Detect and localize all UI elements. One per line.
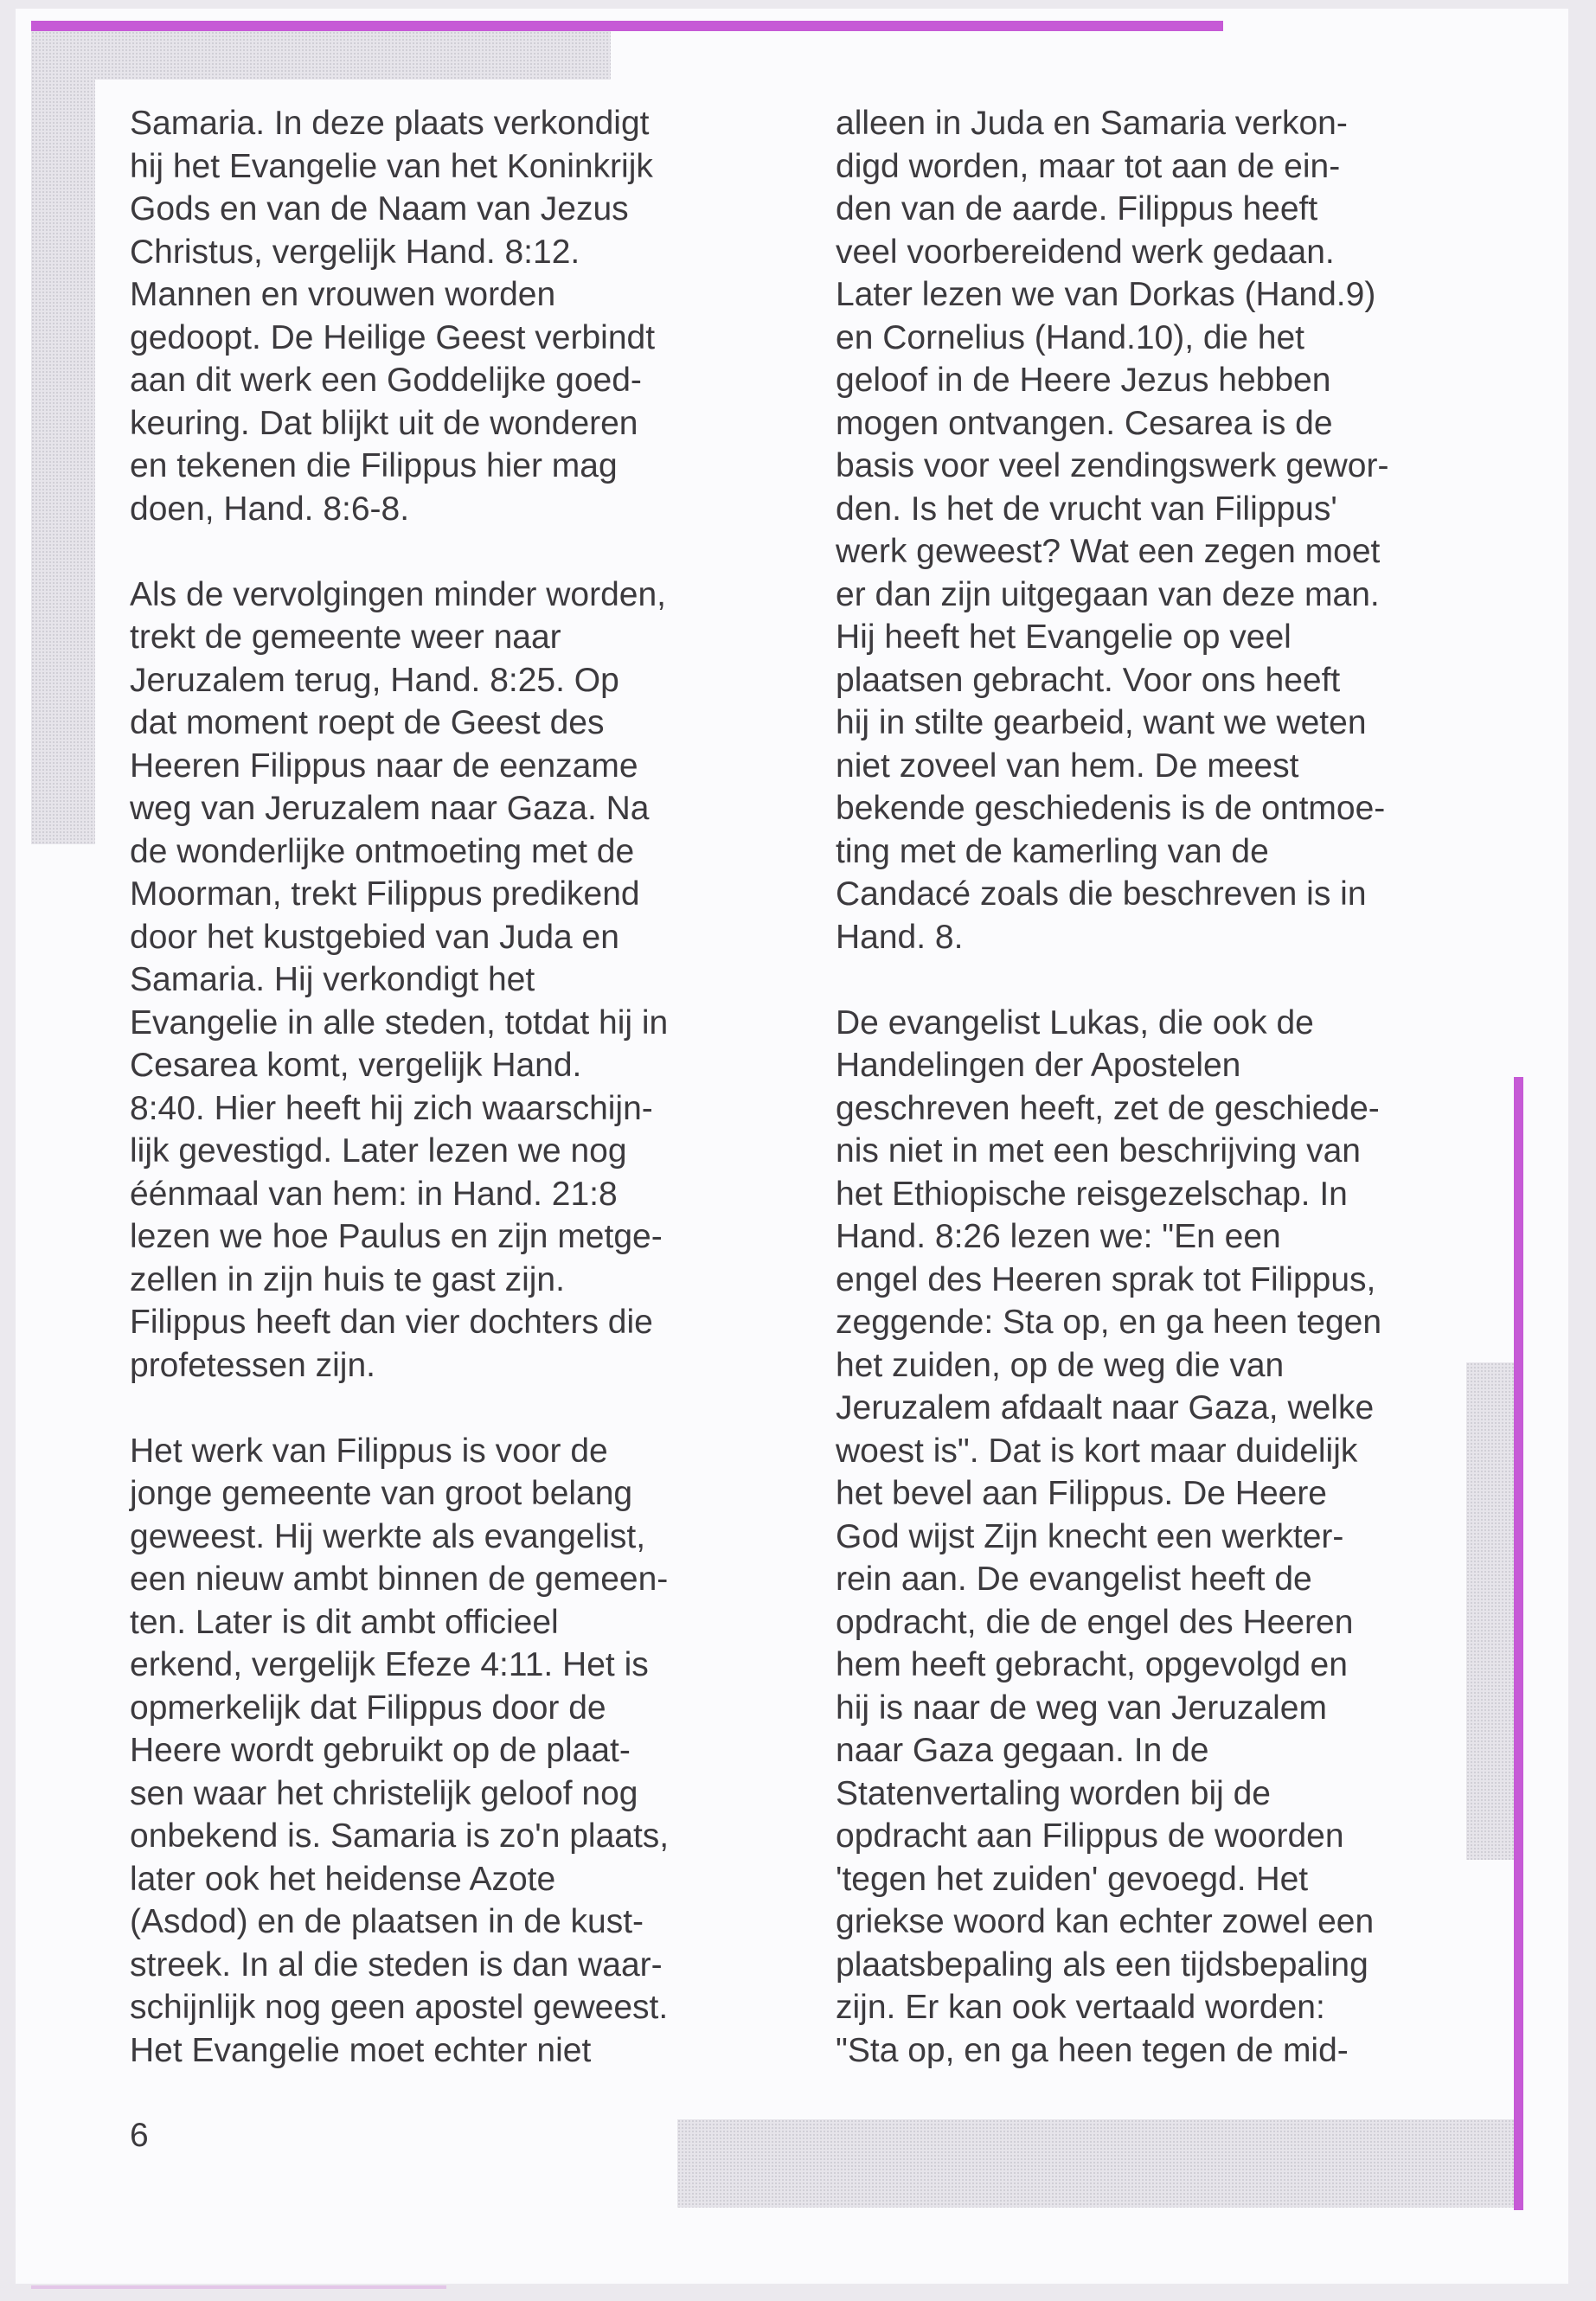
decorative-screen-top bbox=[31, 31, 611, 80]
bottom-faint-rule bbox=[31, 2285, 446, 2289]
paragraph: Als de vervolgingen minder worden, trekt de gemeente weer naar Jeruzalem terug, Hand. 8:25. Op dat moment roept de Geest des Heeren Filippus naar de eenzame weg van Jeruzalem naar Gaza. Na de wonderlijke ontmoeting met de Moorman, trekt Filippus predikend door het kustgebied van Juda en Samaria. Hij verkondigt het Evangelie in alle steden, totdat hij in Cesarea komt, vergelijk Hand. 8:40. Hier heeft hij zich waarschijn- lijk gevestigd. Later lezen we nog éénmaal van hem: in Hand. 21:8 lezen we hoe Paulus en zijn metge- zellen in zijn huis te gast zijn. Filippus heeft dan vier dochters die profetessen zijn. bbox=[130, 575, 669, 1384]
right-text-column bbox=[836, 102, 1454, 2072]
paragraph: Het werk van Filippus is voor de jonge gemeente van groot belang geweest. Hij werkte als evangelist, een nieuw ambt binnen de gemeen- ten. Later is dit ambt officieel erkend, vergelijk Efeze 4:11. Het is opmerkelijk dat Filippus door de Heere wordt gebruikt op de plaat- sen waar het christelijk geloof nog onbekend is. Samaria is zo'n plaats, later ook het heidense Azote (Asdod) en de plaatsen in de kust- streek. In al die steden is dan waar- schijnlijk nog geen apostel geweest. Het Evangelie moet echter niet bbox=[130, 1432, 670, 2069]
decorative-screen-bottom bbox=[677, 2119, 1520, 2208]
decorative-screen-right bbox=[1466, 1362, 1520, 1860]
decorative-screen-left bbox=[31, 31, 95, 844]
paragraph: Samaria. In deze plaats verkondigt hij het Evangelie van het Koninkrijk Gods en van de Naam van Jezus Christus, vergelijk Hand. 8:12. Mannen en vrouwen worden gedoopt. De Heilige Geest verbindt aan dit werk een Goddelijke goed- keuring. Dat blijkt uit de wonderen en tekenen die Filippus hier mag doen, Hand. 8:6-8. bbox=[130, 105, 656, 528]
paragraph: De evangelist Lukas, die ook de Handelingen der Apostelen geschreven heeft, zet de geschiede- nis niet in met een beschrijving van het Ethiopische reisgezelschap. In Hand. 8:26 lezen we: "En een engel des Heeren sprak tot Filippus, zeggende: Sta op, en ga heen tegen het zuiden, op de weg die van Jeruzalem afdaalt naar Gaza, welke woest is". Dat is kort maar duidelijk het bevel aan Filippus. De Heere God wijst Zijn knecht een werkter- rein aan. De evangelist heeft de opdracht, die de engel des Heeren hem heeft gebracht, opgevolgd en hij is naar de weg van Jeruzalem naar Gaza gegaan. In de Statenvertaling worden bij de opdracht aan Filippus de woorden 'tegen het zuiden' gevoegd. Het griekse woord kan echter zowel een plaatsbepaling als een tijdsbepaling zijn. Er kan ook vertaald worden: "Sta op, en ga heen tegen de mid- bbox=[836, 1003, 1382, 2069]
paragraph: alleen in Juda en Samaria verkon- digd worden, maar tot aan de ein- den van de aarde. Filippus heeft veel voorbereidend werk gedaan. Later lezen we van Dorkas (Hand.9) en Cornelius (Hand.10), die het geloof in de Heere Jezus hebben mogen ontvangen. Cesarea is de basis voor veel zendingswerk gewor- den. Is het de vrucht van Filippus' werk geweest? Wat een zegen moet er dan zijn uitgegaan van deze man. Hij heeft het Evangelie op veel plaatsen gebracht. Voor ons heeft hij in stilte gearbeid, want we weten niet zoveel van hem. De meest bekende geschiedenis is de ontmoe- ting met de kamerling van de Candacé zoals die beschreven is in Hand. 8. bbox=[836, 105, 1389, 956]
right-accent-rule bbox=[1514, 1077, 1523, 2210]
left-text-column bbox=[130, 102, 748, 2072]
page-number: 6 bbox=[130, 2117, 149, 2154]
top-accent-rule bbox=[31, 21, 1223, 31]
